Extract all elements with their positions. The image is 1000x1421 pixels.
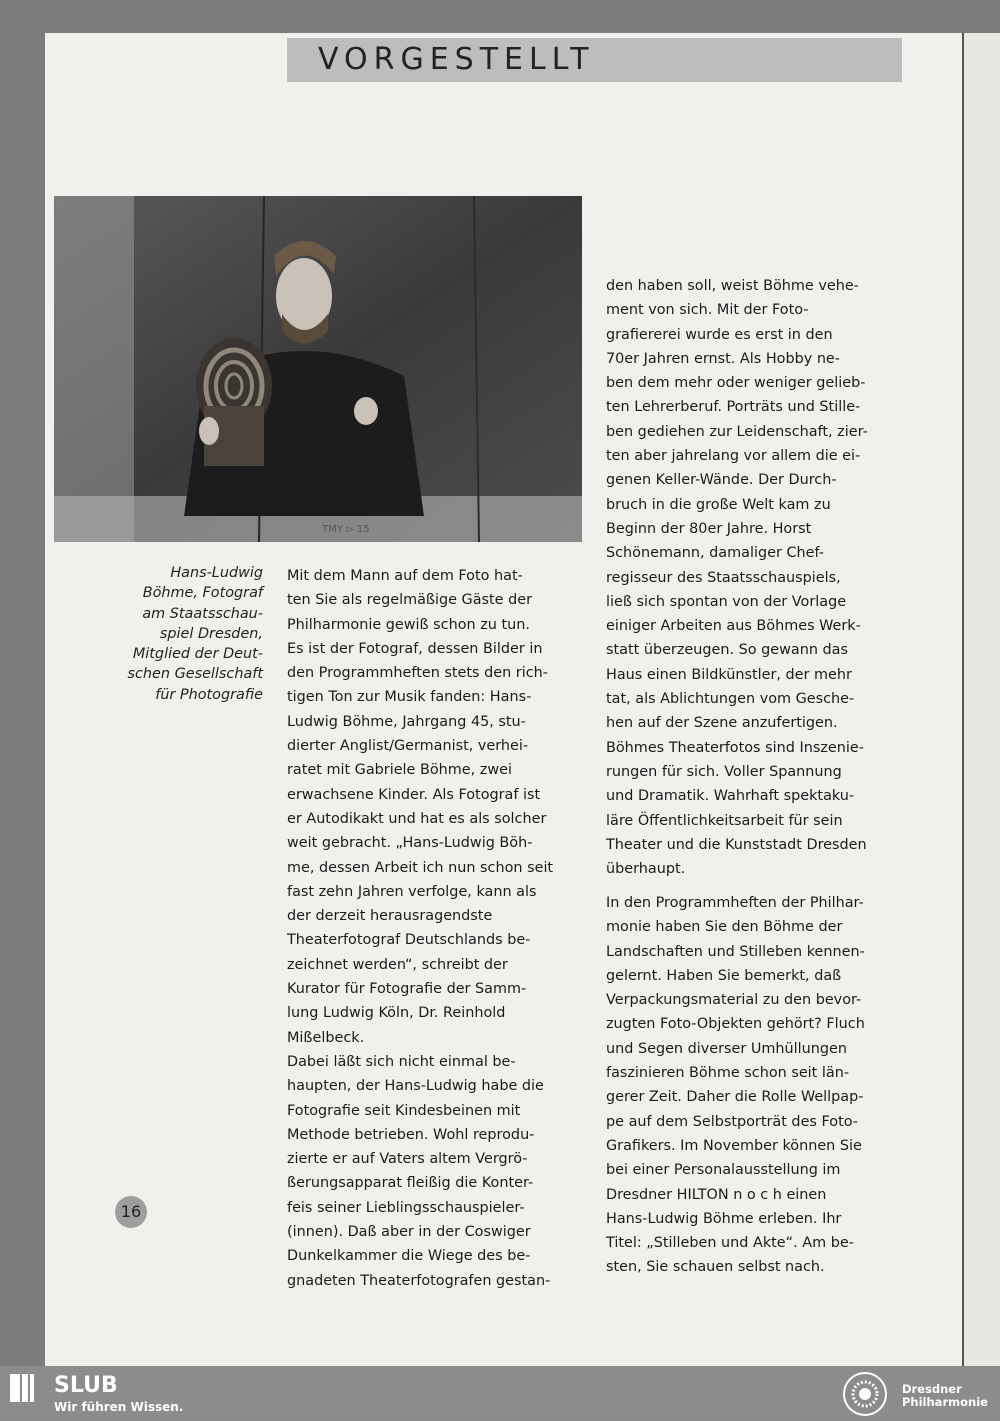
article-column-left: Mit dem Mann auf dem Foto hat- ten Sie als regelmäßige Gäste der Philharmonie gewiß schon zu tun. Es ist der Fotograf, dessen Bilder in den Programmheften stets den rich- tigen Ton zur Musik fanden: Hans- Ludwig Böhme, Jahrgang 45, stu- dierter Anglist/Germanist, verhei- ratet mit Gabriele Böhme, zwei erwachsene Kinder. Als Fotograf ist er Autodikakt und hat es als solcher weit gebracht. „Hans-Ludwig Böh- me, dessen Arbeit ich nun schon seit fast zehn Jahren verfolge, kann als der derzeit herausragendste Theaterfotograf Deutschlands be- zeichnet werden“, schreibt der Kurator für Fotografie der Samm- lung Ludwig Köln, Dr. Reinhold Mißelbeck. Dabei läßt sich nicht einmal be- haupten, der Hans-Ludwig habe die Fotografie seit Kindesbeinen mit Methode betrieben. Wohl reprodu- zierte er auf Vaters altem Vergrö- ßerungsapparat fleißig die Konter- feis seiner Lieblingsschauspieler- (innen). Daß aber in der Coswiger Dunkelkammer die Wiege des be- gnadeten Theaterfotografen gestan- (287, 568, 554, 1289)
portrait-photo (54, 196, 582, 542)
article-column-right: den haben soll, weist Böhme vehe- ment von sich. Mit der Foto- grafiererei wurde es erst in den 70er Jahren ernst. Als Hobby ne- ben dem mehr oder weniger gelieb- ten Lehrerberuf. Porträts und Stille- ben gediehen zur Leidenschaft, zier- ten aber jahrelang vor allem die ei- genen Keller-Wände. Der Durch- bruch in die große Welt kam zu Beginn der 80er Jahre. Horst Schönemann, damaliger Chef- regisseur des Staatsschauspiels, ließ sich spontan von der Vorlage einiger Arbeiten aus Böhmes Werk- statt überzeugen. So gewann das Haus einen Bildkünstler, der mehr tat, als Ablichtungen vom Gesche- hen auf der Szene anzufertigen. Böhmes Theaterfotos sind Inszenie- rungen für sich. Voller Spannung und Dramatik. Wahrhaft spektaku- läre Öffentlichkeitsarbeit für sein Theater und die Kunststadt Dresden überhaupt. (606, 278, 868, 878)
section-title: VORGESTELLT (318, 42, 595, 77)
photo-caption (120, 563, 263, 705)
article-column-right-second-paragraph: In den Programmheften der Philhar- monie haben Sie den Böhme der Landschaften und Stilleben kennen- gelernt. Haben Sie bemerkt, daß Verpackungsmaterial zu den bevor- zugten Foto-Objekten gehört? Fluch und Segen diverser Umhüllungen faszinieren Böhme schon seit län- gerer Zeit. Daher die Rolle Wellpap- pe auf dem Selbstporträt des Foto- Grafikers. Im November können Sie bei einer Personalausstellung im Dresdner HILTON n o c h einen Hans-Ludwig Böhme erleben. Ihr Titel: „Stilleben und Akte“. Am be- sten, Sie schauen selbst nach. (606, 895, 865, 1276)
next-page-edge (962, 33, 1000, 1366)
dresdner-philharmonie-name: Dresdner Philharmonie (902, 1382, 988, 1409)
portrait-photo-illustration (54, 196, 582, 542)
photo-caption-text: Hans-Ludwig Böhme, Fotograf am Staatsschau- spiel Dresden, Mitglied der Deut- schen Gesellschaft für Photografie (127, 565, 263, 703)
slub-slogan: Wir führen Wissen. (54, 1400, 184, 1414)
page-number: 16 (115, 1196, 147, 1228)
film-edge-text: TMY ▻ 15 (322, 524, 370, 535)
slub-logo-icon (10, 1374, 42, 1402)
slub-name: SLUB (54, 1373, 118, 1398)
dresdner-philharmonie-logo-icon (842, 1371, 888, 1417)
